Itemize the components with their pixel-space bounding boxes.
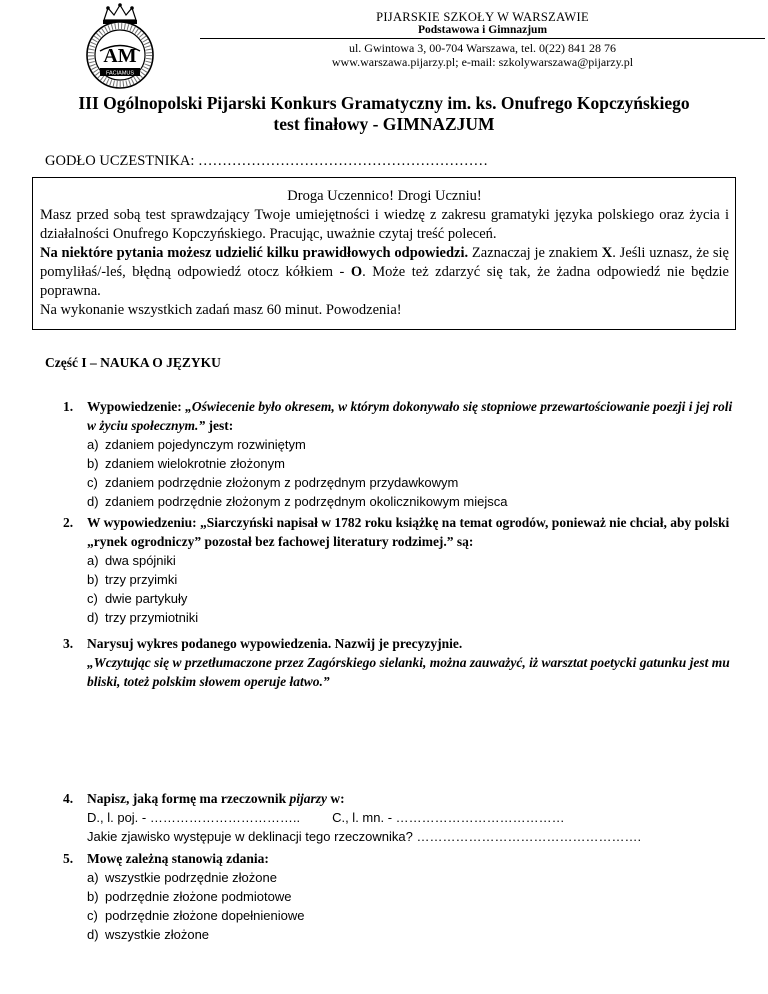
option-text: dwa spójniki bbox=[105, 553, 176, 568]
mark-x: X bbox=[601, 245, 613, 261]
option-text: podrzędnie złożone podmiotowe bbox=[105, 889, 292, 904]
question-2 bbox=[63, 513, 743, 627]
question-keyword: pijarzy bbox=[289, 791, 327, 806]
question-stem: Narysuj wykres podanego wypowiedzenia. Nazwij je precyzyjnie. bbox=[87, 636, 463, 651]
option-letter: d) bbox=[87, 927, 99, 942]
question-3 bbox=[63, 634, 743, 691]
option-text: podrzędnie złożone dopełnieniowe bbox=[105, 908, 305, 923]
question-stem: Mowę zależną stanowią zdania: bbox=[87, 851, 269, 866]
answer-line-forms[interactable] bbox=[63, 808, 743, 827]
section-title: Część I – NAUKA O JĘZYKU bbox=[45, 355, 221, 370]
answer-option[interactable] bbox=[63, 435, 743, 454]
option-text: wszystkie złożone bbox=[105, 927, 210, 942]
option-text: zdaniem pojedynczym rozwiniętym bbox=[105, 437, 306, 452]
question-stem-end: jest: bbox=[205, 418, 234, 433]
question-stem: W wypowiedzeniu: „Siarczyński napisał w 1782 roku książkę na temat ogrodów, ponieważ nie chciał, aby polski „rynek ogrodniczy” pozostał bez fachowej literatury rodzimej.” są: bbox=[87, 515, 730, 549]
question-stem: Wypowiedzenie: bbox=[87, 399, 186, 414]
answer-option[interactable] bbox=[63, 473, 743, 492]
contest-subtitle: test finałowy - GIMNAZJUM bbox=[273, 114, 495, 134]
question-number: 1. bbox=[63, 399, 74, 414]
school-name: PIJARSKIE SZKOŁY W WARSZAWIE bbox=[376, 10, 589, 24]
option-letter: b) bbox=[87, 456, 99, 471]
instructions-paragraph-2 bbox=[40, 244, 729, 301]
question-quote: „Wczytując się w przetłumaczone przez Zagórskiego sielanki, można zauważyć, iż warsztat poetycki gatunku jest mu bliski, toteż polskim słowem operuje łatwo.” bbox=[87, 655, 730, 689]
answer-option[interactable] bbox=[63, 454, 743, 473]
school-logo-icon bbox=[70, 2, 170, 90]
option-letter: d) bbox=[87, 494, 99, 509]
option-letter: c) bbox=[87, 908, 98, 923]
school-subtitle: Podstawowa i Gimnazjum bbox=[417, 24, 548, 36]
question-5 bbox=[63, 849, 743, 944]
question-quote: „Oświecenie było okresem, w którym dokonywało się stopniowe przewartościowanie poezji i jej roli w życiu społecznym.” bbox=[87, 399, 733, 433]
question-1 bbox=[63, 397, 743, 511]
contest-title: III Ogólnopolski Pijarski Konkurs Gramatyczny im. ks. Onufrego Kopczyńskiego bbox=[78, 93, 690, 113]
answer-line-phenomenon[interactable]: Jakie zjawisko występuje w deklinacji tego rzeczownika? ……………………………………………. bbox=[87, 829, 642, 844]
option-text: zdaniem podrzędnie złożonym z podrzędnym przydawkowym bbox=[105, 475, 459, 490]
option-text: trzy przyimki bbox=[105, 572, 178, 587]
answer-option[interactable] bbox=[63, 492, 743, 511]
participant-code-field: GODŁO UCZESTNIKA: …………………………………………………… bbox=[45, 153, 489, 169]
answer-option[interactable] bbox=[63, 551, 743, 570]
option-letter: d) bbox=[87, 610, 99, 625]
question-number: 3. bbox=[63, 636, 74, 651]
answer-option[interactable] bbox=[63, 608, 743, 627]
answer-option[interactable] bbox=[63, 589, 743, 608]
school-address: ul. Gwintowa 3, 00-704 Warszawa, tel. 0(22) 841 28 76 bbox=[348, 41, 617, 55]
option-letter: a) bbox=[87, 870, 99, 885]
header-rule bbox=[200, 38, 765, 39]
answer-option[interactable] bbox=[63, 887, 743, 906]
option-text: dwie partykuły bbox=[105, 591, 188, 606]
question-number: 5. bbox=[63, 851, 74, 866]
instructions-text: Zaznaczaj je znakiem bbox=[468, 245, 602, 261]
question-4 bbox=[63, 789, 743, 846]
answer-blank-instrumental[interactable]: C., l. mn. - ………………………………… bbox=[332, 810, 565, 825]
answer-option[interactable] bbox=[63, 925, 743, 944]
answer-option[interactable] bbox=[63, 906, 743, 925]
question-number: 4. bbox=[63, 791, 74, 806]
instructions-bold-note: Na niektóre pytania możesz udzielić kilku prawidłowych odpowiedzi. bbox=[40, 245, 469, 261]
answer-option[interactable] bbox=[63, 868, 743, 887]
answer-blank-dative[interactable]: D., l. poj. - …………………………….. bbox=[87, 810, 301, 825]
logo-ribbon: FACIAMUS bbox=[105, 70, 135, 77]
option-letter: b) bbox=[87, 572, 99, 587]
logo-monogram: AM bbox=[103, 45, 137, 67]
option-letter: c) bbox=[87, 591, 98, 606]
instructions-paragraph-3: Na wykonanie wszystkich zadań masz 60 minut. Powodzenia! bbox=[40, 302, 402, 318]
option-text: zdaniem podrzędnie złożonym z podrzędnym okolicznikowym miejsca bbox=[105, 494, 508, 509]
school-contact: www.warszawa.pijarzy.pl; e-mail: szkolywarszawa@pijarzy.pl bbox=[331, 55, 634, 69]
option-letter: c) bbox=[87, 475, 98, 490]
instructions-paragraph-1: Masz przed sobą test sprawdzający Twoje umiejętności i wiedzę z zakresu gramatyki języka polskiego oraz życia i działalności Onufrego Kopczyńskiego. Pracując, uważnie czytaj treść poleceń. bbox=[40, 207, 729, 242]
option-letter: b) bbox=[87, 889, 99, 904]
option-letter: a) bbox=[87, 553, 99, 568]
instructions-text: . Jeśli uznasz, że się pomyliłaś/-leś, błędną odpowiedź otocz kółkiem - bbox=[40, 245, 729, 280]
instructions-greeting: Droga Uczennico! Drogi Uczniu! bbox=[287, 188, 482, 204]
question-stem: Napisz, jaką formę ma rzeczownik bbox=[87, 791, 290, 806]
instructions-text: . Może też zdarzyć się tak, że żadna odpowiedź nie będzie poprawna. bbox=[40, 264, 729, 299]
option-text: zdaniem wielokrotnie złożonym bbox=[105, 456, 285, 471]
option-text: wszystkie podrzędnie złożone bbox=[105, 870, 277, 885]
question-stem-end: w: bbox=[326, 791, 345, 806]
school-header bbox=[200, 10, 765, 69]
mark-o: O bbox=[350, 264, 363, 280]
option-text: trzy przymiotniki bbox=[105, 610, 199, 625]
question-number: 2. bbox=[63, 515, 74, 530]
instructions-box bbox=[32, 177, 736, 330]
answer-option[interactable] bbox=[63, 570, 743, 589]
option-letter: a) bbox=[87, 437, 99, 452]
